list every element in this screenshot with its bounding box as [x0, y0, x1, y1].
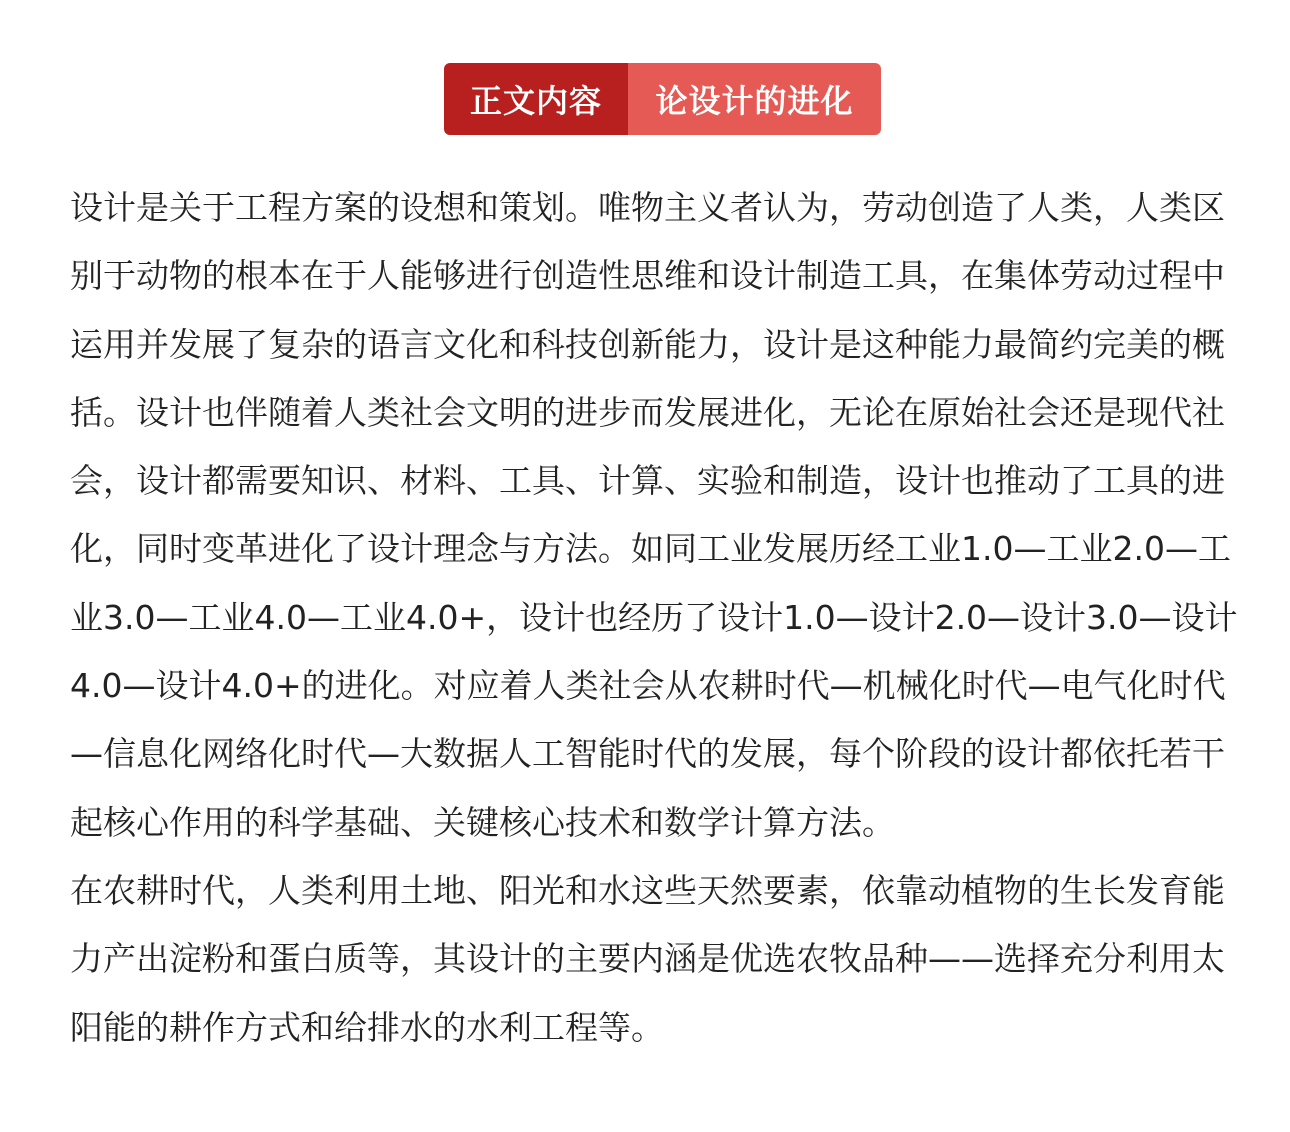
- article-paragraph: 设计是关于工程方案的设想和策划。唯物主义者认为，劳动创造了人类，人类区别于动物的根本在于人能够进行创造性思维和设计制造工具，在集体劳动过程中运用并发展了复杂的语言文化和科技创新能力，设计是这种能力最简约完美的概括。设计也伴随着人类社会文明的进步而发展进化，无论在原始社会还是现代社会，设计都需要知识、材料、工具、计算、实验和制造，设计也推动了工具的进化，同时变革进化了设计理念与方法。如同工业发展历经工业1.0—工业2.0—工业3.0—工业4.0—工业4.0+，设计也经历了设计1.0—设计2.0—设计3.0—设计4.0—设计4.0+的进化。对应着人类社会从农耕时代—机械化时代—电气化时代—信息化网络化时代—大数据人工智能时代的发展，每个阶段的设计都依托若干起核心作用的科学基础、关键核心技术和数学计算方法。: [70, 188, 1238, 842]
- article-header-badge: [444, 63, 881, 135]
- article-paragraph: 在农耕时代，人类利用土地、阳光和水这些天然要素，依靠动植物的生长发育能力产出淀粉和蛋白质等，其设计的主要内涵是优选农牧品种——选择充分利用太阳能的耕作方式和给排水的水利工程等。: [70, 870, 1225, 1047]
- article-title: 论设计的进化: [628, 63, 881, 135]
- section-label: 正文内容: [444, 63, 628, 135]
- article-body: [70, 174, 1250, 1062]
